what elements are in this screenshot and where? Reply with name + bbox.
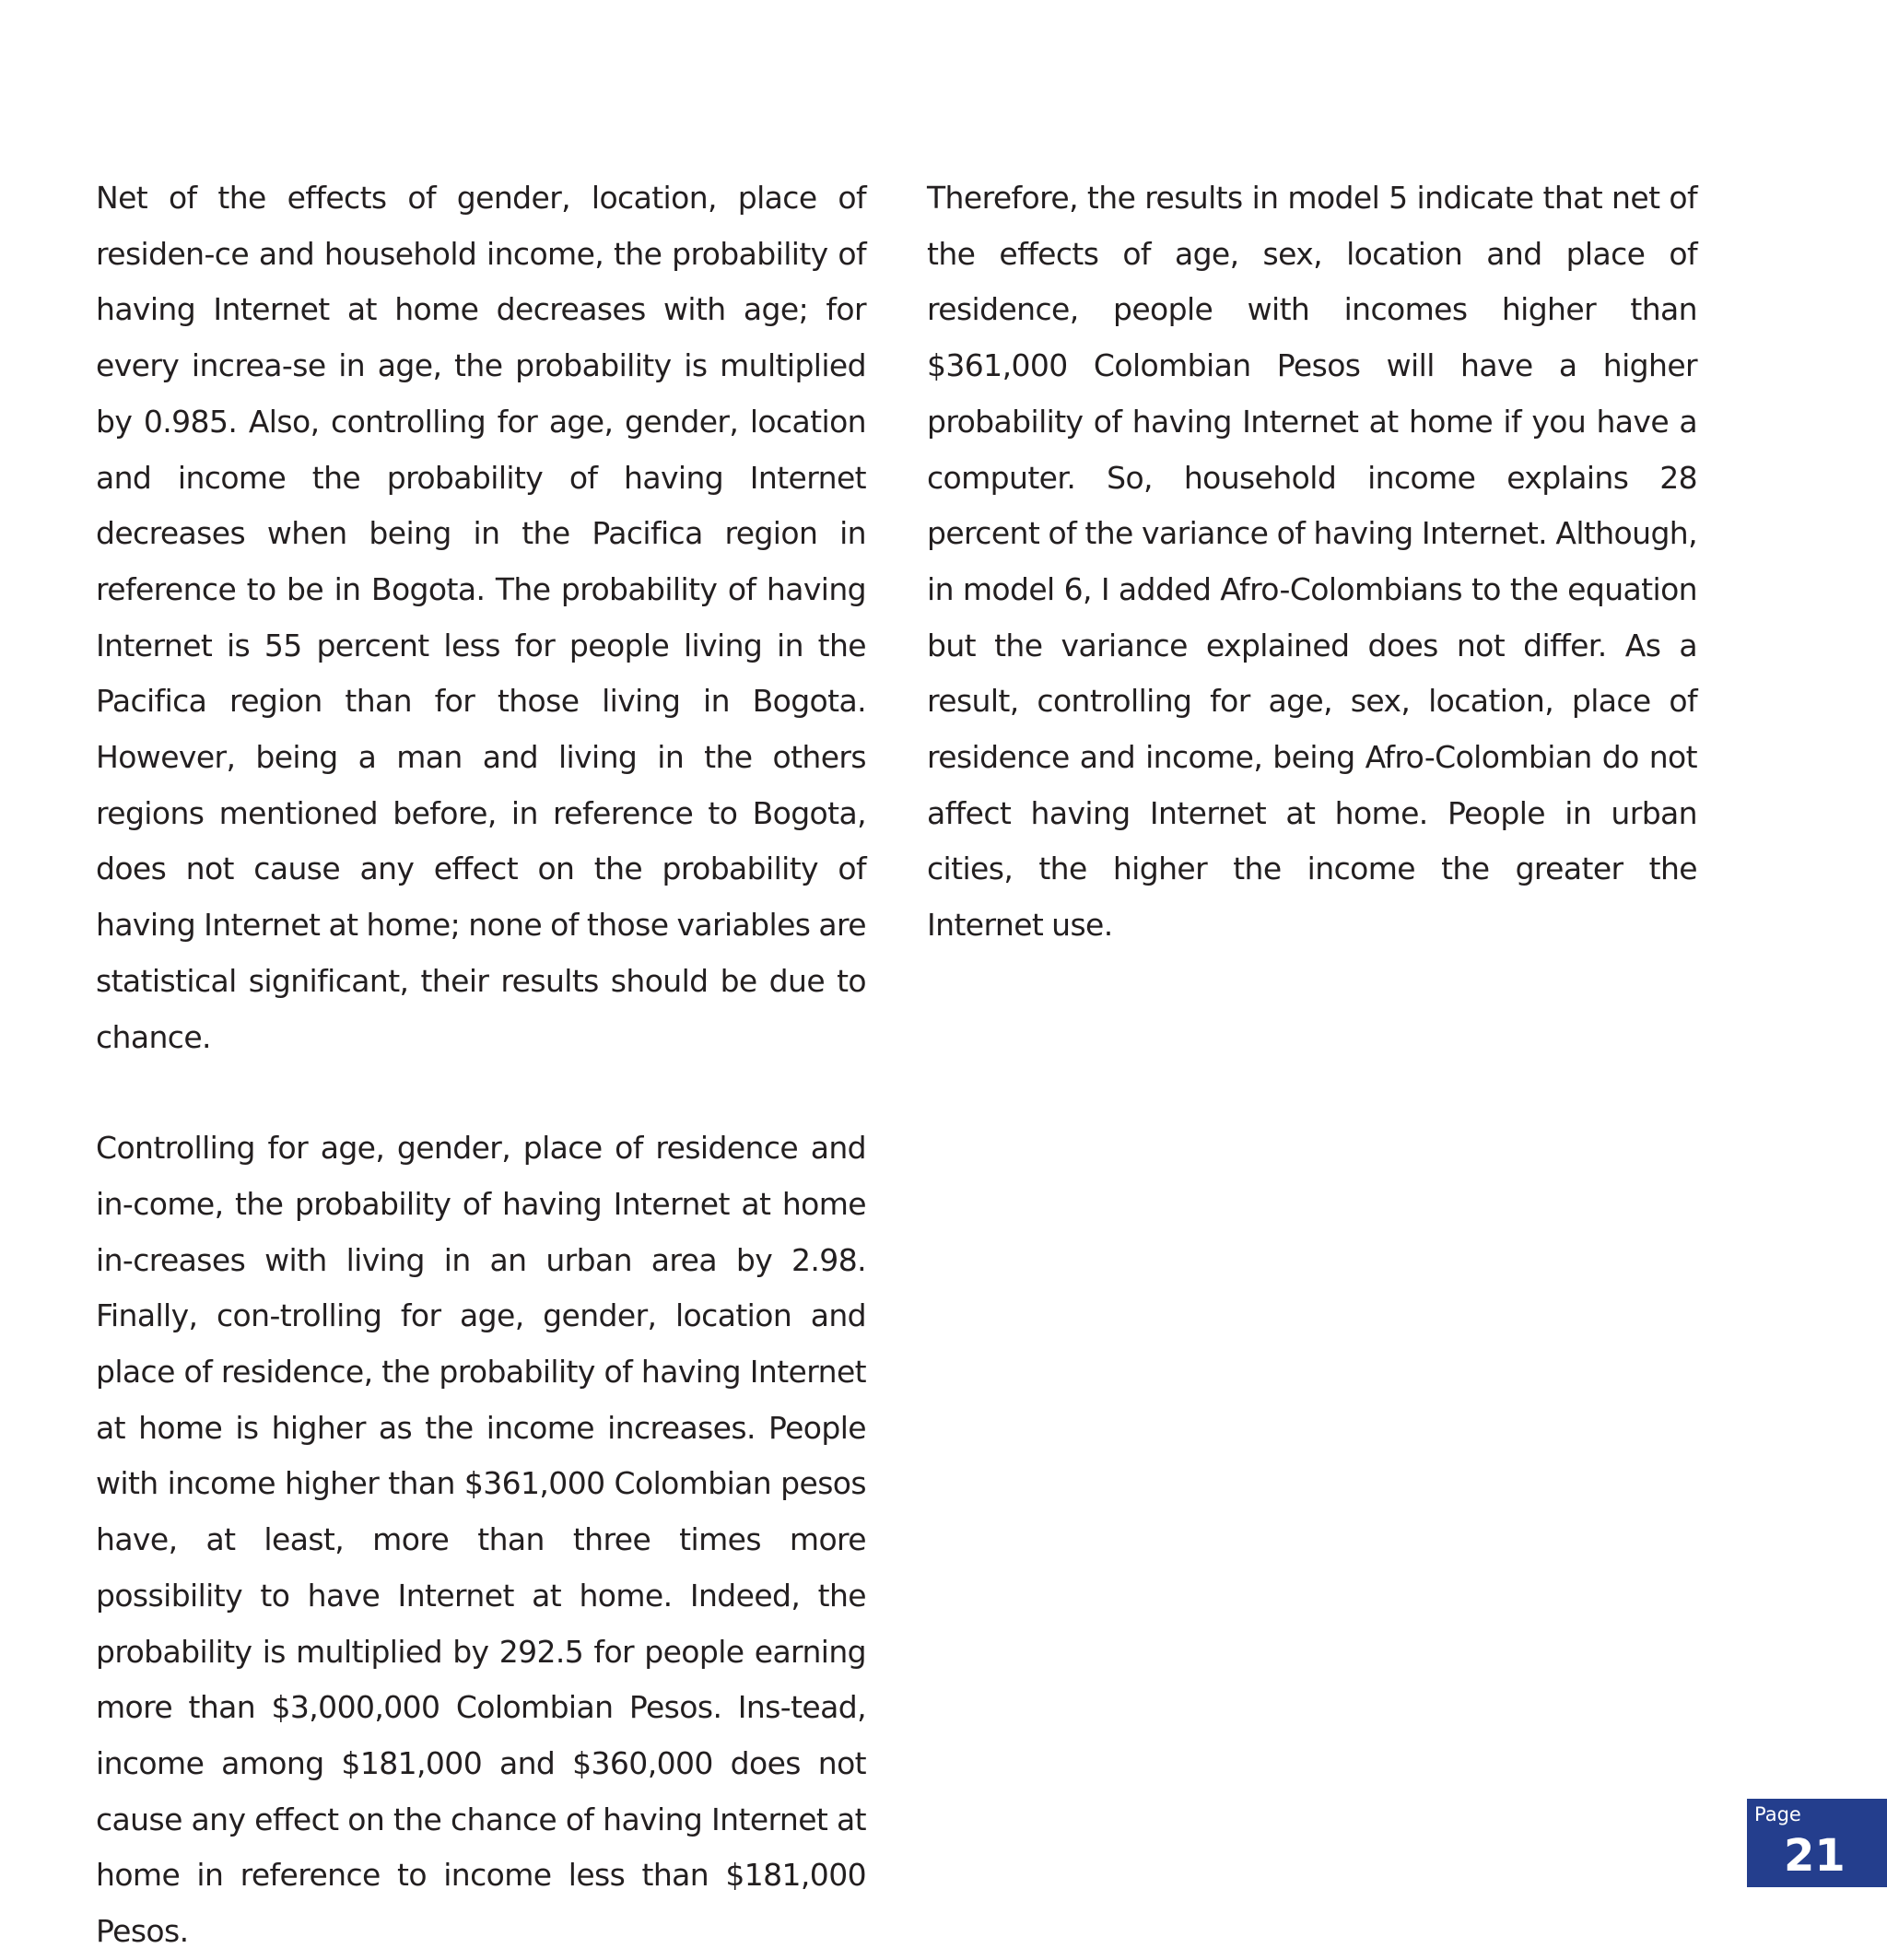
right-column: [927, 170, 1697, 954]
page-number-tab: [1747, 1799, 1887, 1887]
left-column: [96, 170, 866, 1960]
body-paragraph: Controlling for age, gender, place of residence and in-come, the probability of having Internet at home in-creases with living in an urban area by 2.98. Finally, con-trolling for age, gender, location and place of residence, the probability of having Internet at home is higher as the income increases. People with income higher than $361,000 Colombian pesos have, at least, more than three times more possibility to have Internet at home. Indeed, the probability is multiplied by 292.5 for people earning more than $3,000,000 Colombian Pesos. Ins-tead, income among $181,000 and $360,000 does not cause any effect on the chance of having Internet at home in reference to income less than $181,000 Pesos.: [96, 1130, 866, 1950]
page-number: 21: [1784, 1830, 1846, 1882]
page-label: Page: [1754, 1803, 1801, 1825]
body-paragraph: Net of the effects of gender, location, place of residen-ce and household income, the probability of having Internet at home decreases with age; for every increa-se in age, the probability is multiplied by 0.985. Also, controlling for age, gender, location and income the probability of having Internet decreases when being in the Pacifica region in reference to be in Bogota. The probability of having Internet is 55 percent less for people living in the Pacifica region than for those living in Bogota. However, being a man and living in the others regions mentioned before, in reference to Bogota, does not cause any effect on the probability of having Internet at home; none of those variables are statistical significant, their results should be due to chance.: [96, 180, 866, 1055]
body-paragraph: Therefore, the results in model 5 indicate that net of the effects of age, sex, location and place of residence, people with incomes higher than $361,000 Colombian Pesos will have a higher probability of having Internet at home if you have a computer. So, household income explains 28 percent of the variance of having Internet. Although, in model 6, I added Afro-Colombians to the equation but the variance explained does not differ. As a result, controlling for age, sex, location, place of residence and income, being Afro-Colombian do not affect having Internet at home. People in urban cities, the higher the income the greater the Internet use.: [927, 180, 1697, 944]
